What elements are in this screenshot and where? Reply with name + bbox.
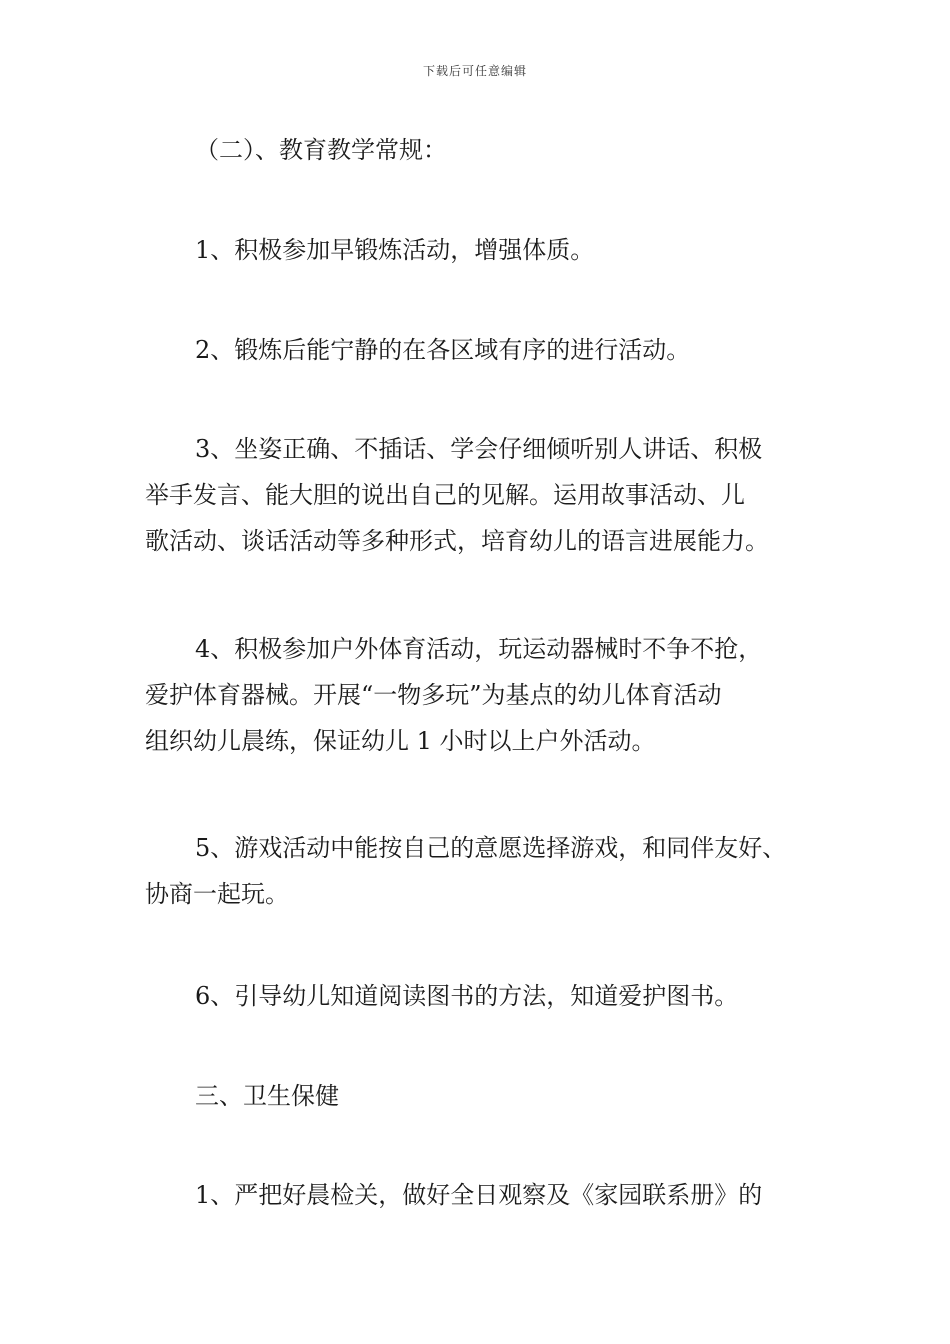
paragraph-line: 5、游戏活动中能按自己的意愿选择游戏，和同伴友好、: [195, 834, 787, 862]
paragraph-line: （二）、教育教学常规：: [195, 136, 447, 164]
section-heading-education: [145, 127, 820, 173]
paragraph-item-health-1: [145, 1172, 820, 1218]
paragraph-item-3: [145, 426, 820, 564]
paragraph-line: 歌活动、谈话活动等多种形式，培育幼儿的语言进展能力。: [145, 527, 769, 555]
paragraph-line: 1、严把好晨检关，做好全日观察及《家园联系册》的: [195, 1181, 763, 1209]
paragraph-line: 3、坐姿正确、不插话、学会仔细倾听别人讲话、积极: [195, 435, 763, 463]
paragraph-line: 4、积极参加户外体育活动，玩运动器械时不争不抢，: [195, 635, 763, 663]
paragraph-line: 三、卫生保健: [195, 1082, 339, 1110]
paragraph-line: 举手发言、能大胆的说出自己的见解。运用故事活动、儿: [145, 481, 745, 509]
paragraph-item-5: [145, 825, 820, 917]
paragraph-line: 1、积极参加早锻炼活动，增强体质。: [195, 236, 595, 264]
paragraph-line: 6、引导幼儿知道阅读图书的方法，知道爱护图书。: [195, 982, 739, 1010]
paragraph-line: 爱护体育器械。开展“一物多玩”为基点的幼儿体育活动: [145, 681, 722, 709]
header-note: 下载后可任意编辑: [422, 64, 527, 78]
section-heading-health: [145, 1073, 820, 1119]
paragraph-item-6: [145, 973, 820, 1019]
paragraph-line: 协商一起玩。: [145, 880, 289, 908]
paragraph-line: 组织幼儿晨练，保证幼儿 1 小时以上户外活动。: [145, 727, 656, 755]
paragraph-item-2: [145, 327, 820, 373]
paragraph-line: 2、锻炼后能宁静的在各区域有序的进行活动。: [195, 336, 691, 364]
paragraph-item-4: [145, 626, 820, 764]
paragraph-item-1: [145, 227, 820, 273]
